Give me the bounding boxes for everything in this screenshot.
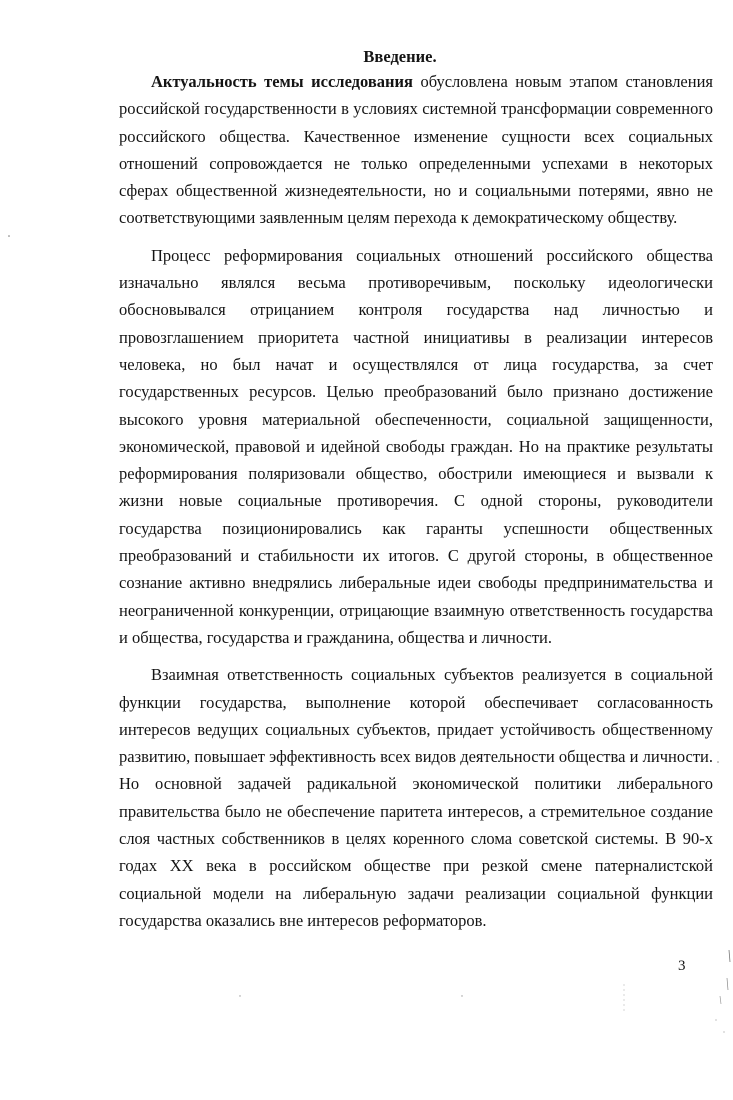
paragraph-1-text: обусловлена новым этапом становления российской государственности в условиях системной трансформации современного российского общества. Качественное изменение сущности всех социальных отношений сопровождается не только определенными успехами в некоторых сферах общественной жизнедеятельности, но и социальными потерями, явно не соответствующими заявленным целям перехода к демократическому обществу.	[119, 72, 713, 228]
paragraph-2: Процесс реформирования социальных отношений российского общества изначально являлся весьма противоречивым, поскольку идеологически обосновывался отрицанием контроля государства над личностью и провозглашением приоритета частной инициативы в реализации интересов человека, но был начат и осуществлялся от лица государства, за счет государственных ресурсов. Целью преобразований было признано достижение высокого уровня материальной обеспеченности, социальной защищенности, экономической, правовой и идейной свободы граждан. Но на практике результаты реформирования поляризовали общество, обострили имеющиеся и вызвали к жизни новые социальные противоречия. С одной стороны, руководители государства позиционировались как гаранты успешности общественных преобразований и стабильности их итогов. С другой стороны, в общественное сознание активно внедрялись либеральные идеи свободы предпринимательства и неограниченной конкуренции, отрицающие взаимную ответственность государства и общества, государства и гражданина, общества и личности.	[119, 245, 713, 647]
paragraph-3: Взаимная ответственность социальных субъектов реализуется в социальной функции государства, выполнение которой обеспечивает согласованность интересов ведущих социальных субъектов, придает устойчивость общественному развитию, повышает эффективность всех видов деятельности общества и личности. Но основной задачей радикальной экономической политики либерального правительства было не обеспечение паритета интересов, а стремительное создание слоя частных собственников в целях коренного слома советской системы. В 90-х годах XX века в российском обществе при резкой смене патерналистской социальной модели на либеральную задачи реализации социальной функции государства оказались вне интересов реформаторов.	[119, 665, 713, 930]
page-title: Введение.	[363, 47, 437, 66]
page-number: 3	[678, 958, 686, 974]
paragraph-1-lead: Актуальность темы исследования	[151, 72, 413, 91]
